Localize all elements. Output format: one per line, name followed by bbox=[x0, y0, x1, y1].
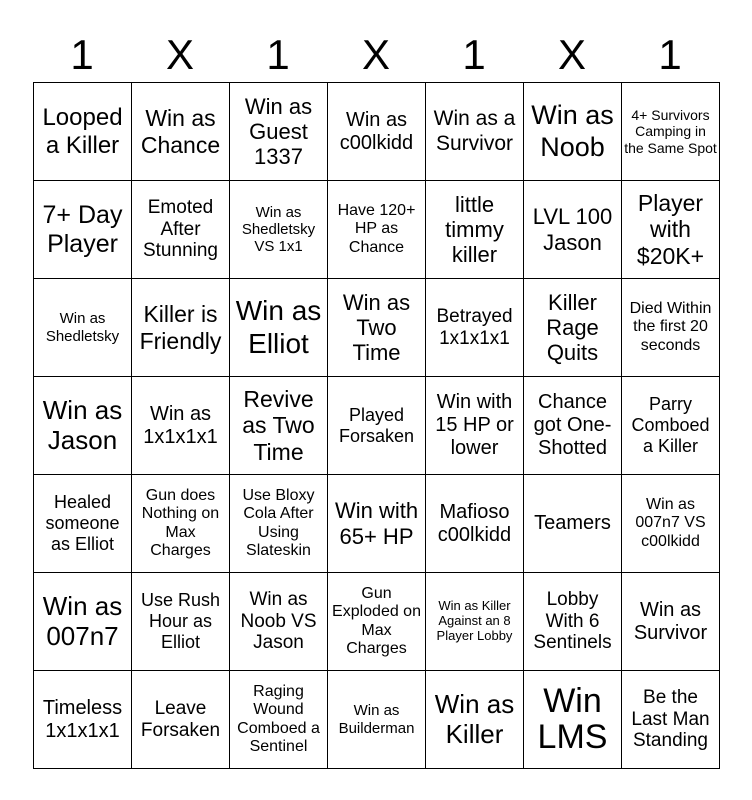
bingo-cell: Looped a Killer bbox=[34, 83, 132, 181]
header-letter: 1 bbox=[266, 31, 290, 78]
bingo-cell: Win as Noob bbox=[524, 83, 622, 181]
bingo-cell: Win as Builderman bbox=[328, 671, 426, 769]
bingo-cell: Parry Comboed a Killer bbox=[622, 377, 720, 475]
header-letter: X bbox=[361, 31, 390, 78]
bingo-cell: Win with 65+ HP bbox=[328, 475, 426, 573]
bingo-cell: Mafioso c00lkidd bbox=[426, 475, 524, 573]
bingo-cell: Win as 007n7 VS c00lkidd bbox=[622, 475, 720, 573]
bingo-cell: Gun Exploded on Max Charges bbox=[328, 573, 426, 671]
bingo-cell: Win as Guest 1337 bbox=[230, 83, 328, 181]
bingo-cell: Win as Two Time bbox=[328, 279, 426, 377]
bingo-cell: Win with 15 HP or lower bbox=[426, 377, 524, 475]
bingo-cell: Lobby With 6 Sentinels bbox=[524, 573, 622, 671]
bingo-cell: Emoted After Stunning bbox=[132, 181, 230, 279]
bingo-cell: Be the Last Man Standing bbox=[622, 671, 720, 769]
bingo-cell: Win as 1x1x1x1 bbox=[132, 377, 230, 475]
bingo-cell: Killer Rage Quits bbox=[524, 279, 622, 377]
bingo-cell: Betrayed 1x1x1x1 bbox=[426, 279, 524, 377]
bingo-cell: Win as Chance bbox=[132, 83, 230, 181]
bingo-cell: Win as Elliot bbox=[230, 279, 328, 377]
bingo-cell: 7+ Day Player bbox=[34, 181, 132, 279]
bingo-cell: Gun does Nothing on Max Charges bbox=[132, 475, 230, 573]
bingo-cell: Win as Killer bbox=[426, 671, 524, 769]
header-letter: 1 bbox=[462, 31, 486, 78]
bingo-cell: Healed someone as Elliot bbox=[34, 475, 132, 573]
bingo-cell: Win as Survivor bbox=[622, 573, 720, 671]
bingo-cell: Use Bloxy Cola After Using Slateskin bbox=[230, 475, 328, 573]
bingo-cell: Win LMS bbox=[524, 671, 622, 769]
bingo-cell: Win as Shedletsky bbox=[34, 279, 132, 377]
bingo-cell: LVL 100 Jason bbox=[524, 181, 622, 279]
header-letter: X bbox=[165, 31, 194, 78]
bingo-cell: Played Forsaken bbox=[328, 377, 426, 475]
bingo-cell: Have 120+ HP as Chance bbox=[328, 181, 426, 279]
bingo-header bbox=[33, 28, 719, 82]
bingo-cell: Killer is Friendly bbox=[132, 279, 230, 377]
bingo-cell: Win as 007n7 bbox=[34, 573, 132, 671]
bingo-cell: Died Within the first 20 seconds bbox=[622, 279, 720, 377]
bingo-cell: Win as a Survivor bbox=[426, 83, 524, 181]
bingo-cell: little timmy killer bbox=[426, 181, 524, 279]
header-letter: 1 bbox=[70, 31, 94, 78]
bingo-cell: Win as Noob VS Jason bbox=[230, 573, 328, 671]
bingo-cell: Win as Jason bbox=[34, 377, 132, 475]
bingo-cell: Player with $20K+ bbox=[622, 181, 720, 279]
bingo-cell: Leave Forsaken bbox=[132, 671, 230, 769]
bingo-cell: Chance got One-Shotted bbox=[524, 377, 622, 475]
bingo-cell: Win as c00lkidd bbox=[328, 83, 426, 181]
bingo-cell: Win as Shedletsky VS 1x1 bbox=[230, 181, 328, 279]
bingo-cell: Win as Killer Against an 8 Player Lobby bbox=[426, 573, 524, 671]
bingo-cell: Teamers bbox=[524, 475, 622, 573]
bingo-board bbox=[33, 82, 720, 769]
bingo-cell: 4+ Survivors Camping in the Same Spot bbox=[622, 83, 720, 181]
bingo-cell: Raging Wound Comboed a Sentinel bbox=[230, 671, 328, 769]
bingo-cell: Use Rush Hour as Elliot bbox=[132, 573, 230, 671]
bingo-cell: Revive as Two Time bbox=[230, 377, 328, 475]
header-letter: X bbox=[557, 31, 586, 78]
header-letter: 1 bbox=[658, 31, 682, 78]
bingo-cell: Timeless 1x1x1x1 bbox=[34, 671, 132, 769]
